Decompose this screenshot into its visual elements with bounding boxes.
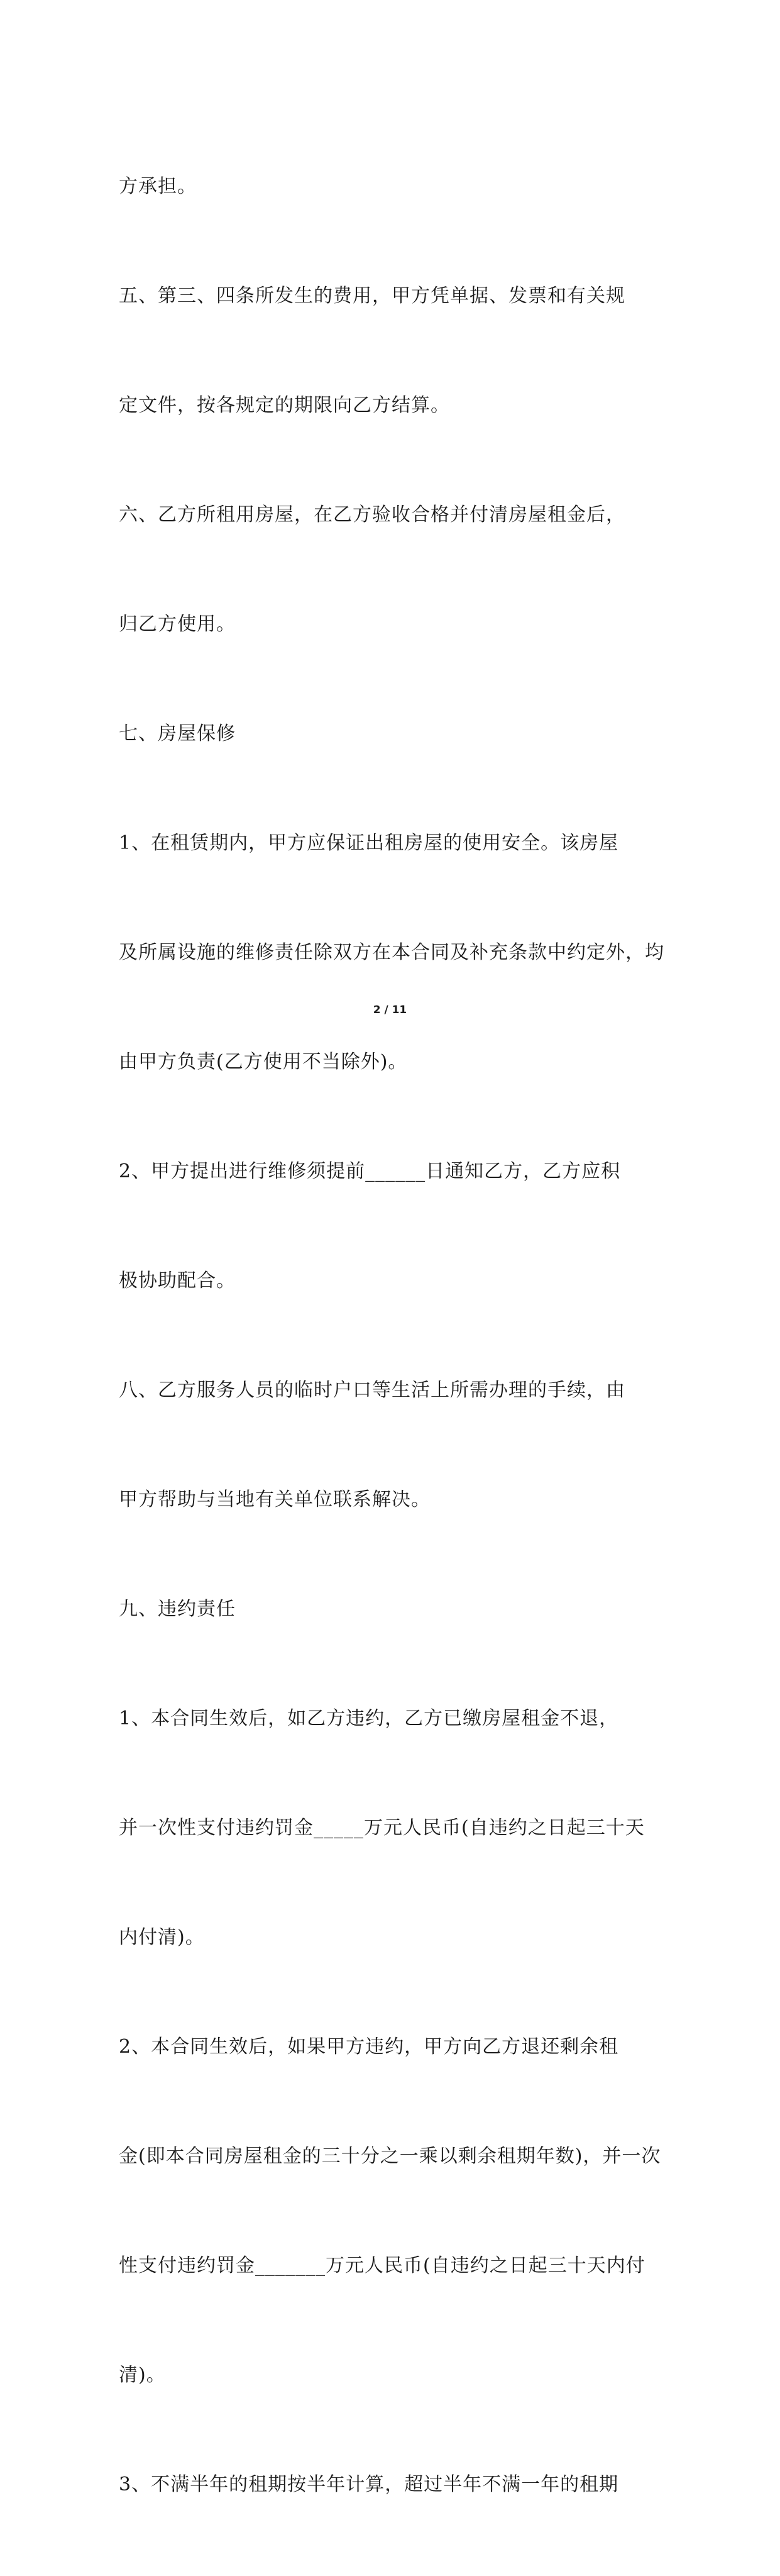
section-heading: 七、房屋保修 bbox=[119, 723, 236, 745]
page-number: 2 / 11 bbox=[373, 1004, 407, 1016]
section-heading: 九、违约责任 bbox=[119, 1598, 236, 1620]
text-line: 极协助配合。 bbox=[119, 1270, 236, 1292]
text-line: 五、第三、四条所发生的费用，甲方凭单据、发票和有关规 bbox=[119, 285, 625, 307]
text-line: 内付清)。 bbox=[119, 1926, 205, 1948]
text-line: 1、本合同生效后，如乙方违约，乙方已缴房屋租金不退， bbox=[119, 1707, 619, 1729]
text-line: 3、不满半年的租期按半年计算，超过半年不满一年的租期 bbox=[119, 2473, 619, 2496]
text-line: 1、在租赁期内，甲方应保证出租房屋的使用安全。该房屋 bbox=[119, 832, 619, 854]
document-body bbox=[119, 96, 669, 2576]
paragraph-text bbox=[119, 96, 669, 2576]
text-line: 金(即本合同房屋租金的三十分之一乘以剩余租期年数)，并一次 bbox=[119, 2145, 661, 2167]
text-line: 归乙方使用。 bbox=[119, 613, 236, 635]
text-line: 及所属设施的维修责任除双方在本合同及补充条款中约定外，均 bbox=[119, 941, 664, 963]
text-line: 六、乙方所租用房屋，在乙方验收合格并付清房屋租金后， bbox=[119, 504, 625, 526]
text-line: 甲方帮助与当地有关单位联系解决。 bbox=[119, 1489, 431, 1511]
text-line: 定文件，按各规定的期限向乙方结算。 bbox=[119, 394, 450, 416]
text-line: 2、甲方提出进行维修须提前______日通知乙方，乙方应积 bbox=[119, 1160, 621, 1182]
text-line: 2、本合同生效后，如果甲方违约，甲方向乙方退还剩余租 bbox=[119, 2036, 619, 2058]
text-line: 八、乙方服务人员的临时户口等生活上所需办理的手续，由 bbox=[119, 1379, 625, 1401]
text-line: 清)。 bbox=[119, 2364, 166, 2386]
text-line: 由甲方负责(乙方使用不当除外)。 bbox=[119, 1051, 408, 1073]
text-line: 方承担。 bbox=[119, 175, 197, 197]
text-line: 并一次性支付违约罚金_____万元人民币(自违约之日起三十天 bbox=[119, 1817, 645, 1839]
text-line: 性支付违约罚金_______万元人民币(自违约之日起三十天内付 bbox=[119, 2255, 645, 2277]
